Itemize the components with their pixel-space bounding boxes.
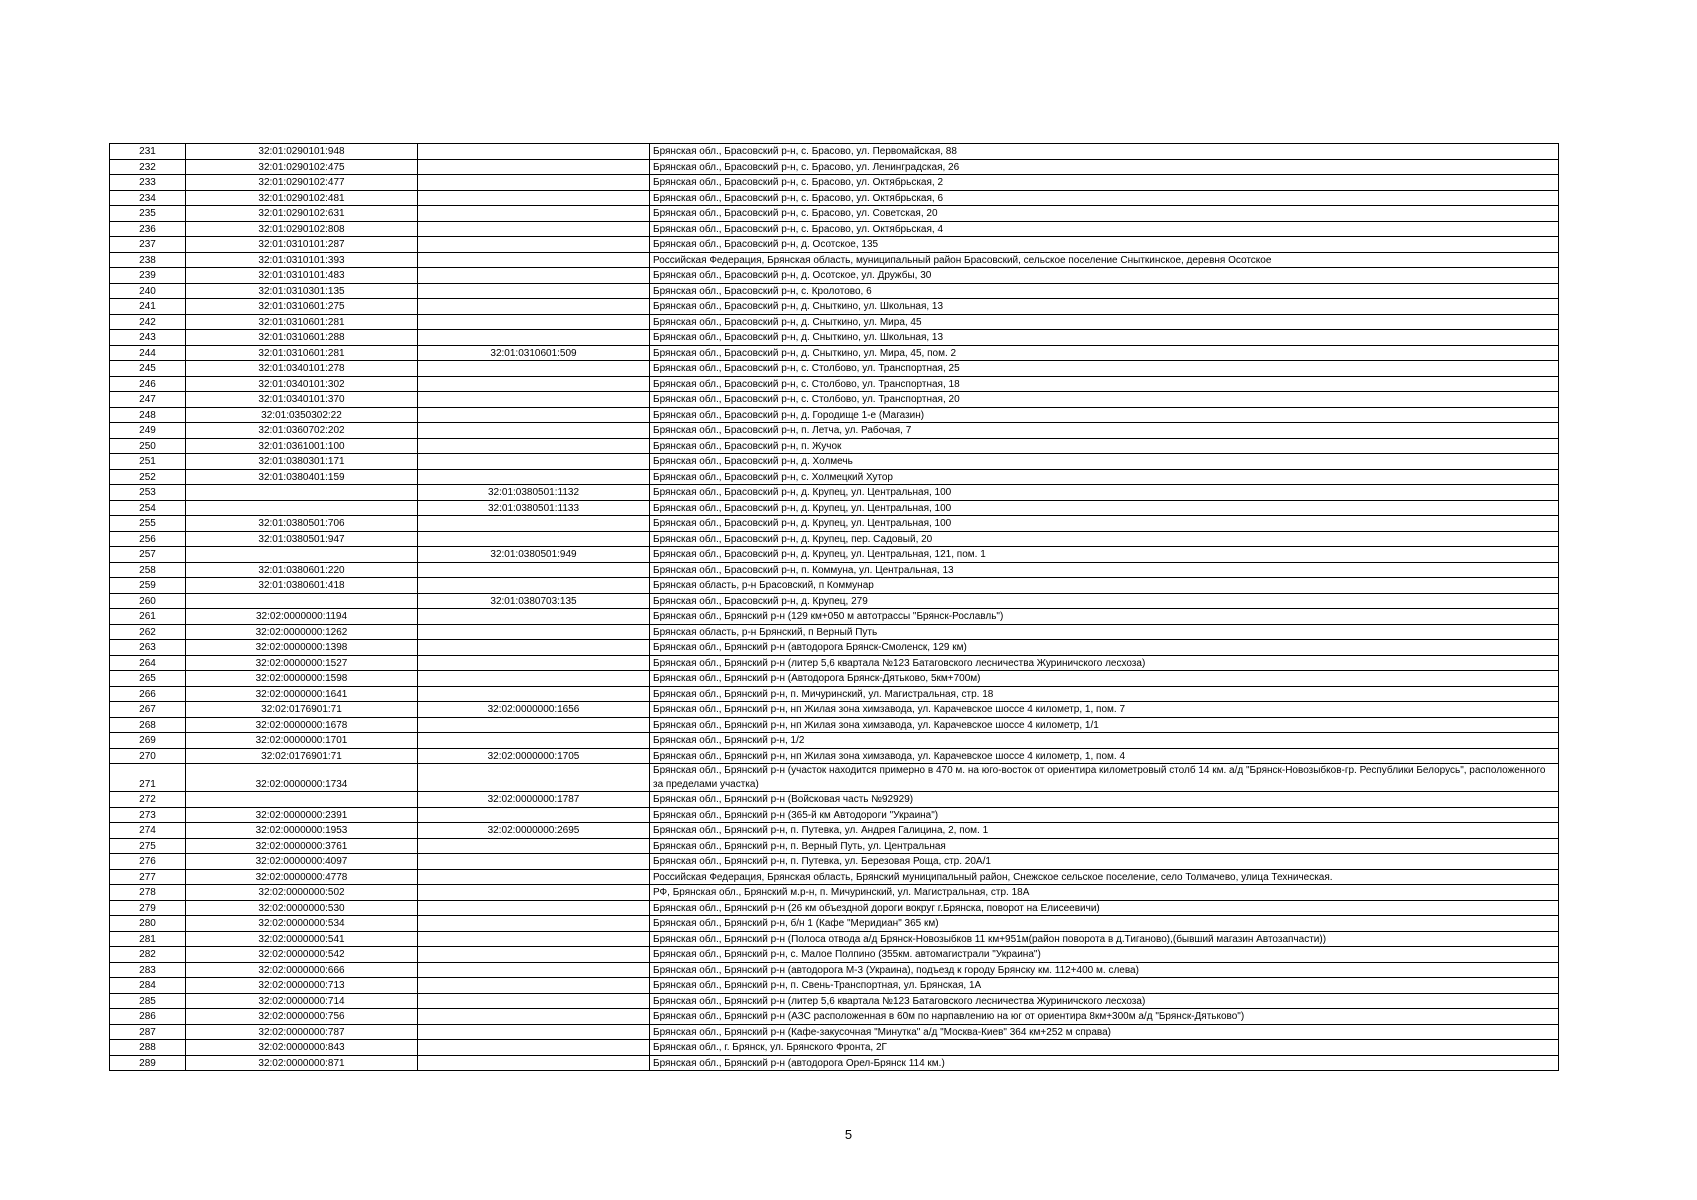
cadastral-number-cell: 32:01:0380601:220 [186, 562, 418, 578]
cadastral-number-cell: 32:01:0340101:302 [186, 376, 418, 392]
table-row [110, 562, 1559, 578]
row-number-cell: 238 [110, 252, 186, 268]
secondary-cadastral-number-cell [418, 807, 650, 823]
row-number-cell: 260 [110, 593, 186, 609]
address-cell: Брянская обл., Брянский р-н (Автодорога Брянск-Дятьково, 5км+700м) [650, 671, 1559, 687]
row-number-cell: 236 [110, 221, 186, 237]
row-number-cell: 256 [110, 531, 186, 547]
cadastral-number-cell: 32:01:0380401:159 [186, 469, 418, 485]
table-row [110, 299, 1559, 315]
address-cell: Брянская обл., Брасовский р-н, д. Крупец, ул. Центральная, 121, пом. 1 [650, 547, 1559, 563]
cadastral-number-cell: 32:02:0000000:1262 [186, 624, 418, 640]
row-number-cell: 261 [110, 609, 186, 625]
table-row [110, 283, 1559, 299]
cadastral-number-cell: 32:02:0000000:1598 [186, 671, 418, 687]
table-row [110, 702, 1559, 718]
address-cell: Брянская обл., Брасовский р-н, с. Холмецкий Хутор [650, 469, 1559, 485]
secondary-cadastral-number-cell [418, 299, 650, 315]
table-row [110, 733, 1559, 749]
address-cell: Брянская обл., Брасовский р-н, с. Брасово, ул. Первомайская, 88 [650, 144, 1559, 160]
cadastral-number-cell [186, 500, 418, 516]
row-number-cell: 231 [110, 144, 186, 160]
cadastral-number-cell [186, 593, 418, 609]
cadastral-number-cell: 32:01:0290102:631 [186, 206, 418, 222]
table-row [110, 376, 1559, 392]
row-number-cell: 277 [110, 869, 186, 885]
address-cell: Брянская обл., Брасовский р-н, с. Брасово, ул. Октябрьская, 2 [650, 175, 1559, 191]
row-number-cell: 237 [110, 237, 186, 253]
table-row [110, 947, 1559, 963]
cadastral-number-cell: 32:01:0380301:171 [186, 454, 418, 470]
secondary-cadastral-number-cell [418, 717, 650, 733]
address-cell: Брянская обл., Брасовский р-н, с. Столбово, ул. Транспортная, 18 [650, 376, 1559, 392]
secondary-cadastral-number-cell [418, 609, 650, 625]
table-row [110, 361, 1559, 377]
table-row [110, 438, 1559, 454]
address-cell: Брянская обл., Брасовский р-н, д. Сныткино, ул. Мира, 45 [650, 314, 1559, 330]
row-number-cell: 288 [110, 1040, 186, 1056]
address-cell: Брянская обл., Брасовский р-н, д. Осотское, ул. Дружбы, 30 [650, 268, 1559, 284]
table-row [110, 268, 1559, 284]
row-number-cell: 250 [110, 438, 186, 454]
address-cell: Брянская обл., Брасовский р-н, п. Коммуна, ул. Центральная, 13 [650, 562, 1559, 578]
table-row [110, 190, 1559, 206]
address-cell: Брянская обл., Брянский р-н (Полоса отвода а/д Брянск-Новозыбков 11 км+951м(район поворота в д.Тиганово),(бывший магазин Автозапчасти)) [650, 931, 1559, 947]
table-row [110, 314, 1559, 330]
table-row [110, 1009, 1559, 1025]
address-cell: Брянская обл., Брасовский р-н, д. Сныткино, ул. Мира, 45, пом. 2 [650, 345, 1559, 361]
table-row [110, 345, 1559, 361]
secondary-cadastral-number-cell: 32:02:0000000:2695 [418, 823, 650, 839]
cadastral-number-cell: 32:01:0310101:483 [186, 268, 418, 284]
table-row [110, 764, 1559, 792]
cadastral-number-cell: 32:02:0000000:1398 [186, 640, 418, 656]
address-cell: Брянская обл., Брасовский р-н, с. Брасово, ул. Октябрьская, 4 [650, 221, 1559, 237]
row-number-cell: 280 [110, 916, 186, 932]
secondary-cadastral-number-cell [418, 516, 650, 532]
secondary-cadastral-number-cell: 32:01:0380501:1133 [418, 500, 650, 516]
table-row [110, 144, 1559, 160]
address-cell: Брянская область, р-н Брянский, п Верный Путь [650, 624, 1559, 640]
secondary-cadastral-number-cell [418, 885, 650, 901]
cadastral-number-cell: 32:01:0290102:475 [186, 159, 418, 175]
address-cell: Брянская обл., Брянский р-н, п. Свень-Транспортная, ул. Брянская, 1А [650, 978, 1559, 994]
secondary-cadastral-number-cell: 32:01:0310601:509 [418, 345, 650, 361]
cadastral-number-cell: 32:01:0310301:135 [186, 283, 418, 299]
cadastral-number-cell: 32:02:0000000:4097 [186, 854, 418, 870]
address-cell: Брянская обл., Брянский р-н, п. Верный Путь, ул. Центральная [650, 838, 1559, 854]
table-row [110, 993, 1559, 1009]
table-row [110, 330, 1559, 346]
secondary-cadastral-number-cell [418, 900, 650, 916]
address-cell: Брянская обл., Брянский р-н (литер 5,6 квартала №123 Батаговского лесничества Журиничского лесхоза) [650, 655, 1559, 671]
table-row [110, 531, 1559, 547]
address-cell: Российская Федерация, Брянская область, муниципальный район Брасовский, сельское поселение Сныткинское, деревня Осотское [650, 252, 1559, 268]
table-row [110, 931, 1559, 947]
address-cell: Брянская обл., Брянский р-н (автодорога Орел-Брянск 114 км.) [650, 1055, 1559, 1071]
cadastral-number-cell: 32:02:0000000:666 [186, 962, 418, 978]
cadastral-table-body [110, 144, 1559, 1071]
cadastral-number-cell: 32:02:0000000:714 [186, 993, 418, 1009]
address-cell: Брянская обл., Брасовский р-н, д. Крупец, ул. Центральная, 100 [650, 500, 1559, 516]
row-number-cell: 271 [110, 764, 186, 792]
secondary-cadastral-number-cell [418, 1055, 650, 1071]
address-cell: Брянская обл., Брасовский р-н, д. Крупец, пер. Садовый, 20 [650, 531, 1559, 547]
row-number-cell: 235 [110, 206, 186, 222]
address-cell: Брянская обл., Брасовский р-н, п. Летча, ул. Рабочая, 7 [650, 423, 1559, 439]
cadastral-number-cell: 32:01:0290101:948 [186, 144, 418, 160]
row-number-cell: 233 [110, 175, 186, 191]
address-cell: Российская Федерация, Брянская область, Брянский муниципальный район, Снежское сельское поселение, село Толмачево, улица Техническая. [650, 869, 1559, 885]
cadastral-table [109, 143, 1559, 1071]
table-row [110, 1024, 1559, 1040]
table-row [110, 686, 1559, 702]
address-cell: Брянская обл., Брасовский р-н, д. Городище 1-е (Магазин) [650, 407, 1559, 423]
cadastral-number-cell: 32:02:0000000:3761 [186, 838, 418, 854]
cadastral-number-cell: 32:02:0000000:1527 [186, 655, 418, 671]
cadastral-number-cell: 32:01:0290102:481 [186, 190, 418, 206]
secondary-cadastral-number-cell [418, 531, 650, 547]
row-number-cell: 284 [110, 978, 186, 994]
table-row [110, 869, 1559, 885]
secondary-cadastral-number-cell [418, 221, 650, 237]
address-cell: Брянская обл., Брянский р-н (129 км+050 м автотрассы "Брянск-Рославль") [650, 609, 1559, 625]
cadastral-number-cell: 32:01:0380501:947 [186, 531, 418, 547]
secondary-cadastral-number-cell [418, 931, 650, 947]
address-cell: Брянская обл., Брянский р-н, нп Жилая зона химзавода, ул. Карачевское шоссе 4 километр, 1/1 [650, 717, 1559, 733]
address-cell: Брянская обл., г. Брянск, ул. Брянского Фронта, 2Г [650, 1040, 1559, 1056]
secondary-cadastral-number-cell: 32:01:0380501:1132 [418, 485, 650, 501]
address-cell: Брянская обл., Брасовский р-н, д. Крупец, ул. Центральная, 100 [650, 485, 1559, 501]
table-row [110, 454, 1559, 470]
address-cell: Брянская обл., Брасовский р-н, д. Сныткино, ул. Школьная, 13 [650, 330, 1559, 346]
table-row [110, 823, 1559, 839]
secondary-cadastral-number-cell [418, 314, 650, 330]
address-cell: Брянская обл., Брасовский р-н, с. Брасово, ул. Советская, 20 [650, 206, 1559, 222]
row-number-cell: 245 [110, 361, 186, 377]
row-number-cell: 279 [110, 900, 186, 916]
secondary-cadastral-number-cell [418, 361, 650, 377]
row-number-cell: 255 [110, 516, 186, 532]
cadastral-number-cell: 32:02:0000000:1641 [186, 686, 418, 702]
secondary-cadastral-number-cell [418, 854, 650, 870]
table-row [110, 159, 1559, 175]
cadastral-number-cell: 32:02:0000000:2391 [186, 807, 418, 823]
secondary-cadastral-number-cell [418, 671, 650, 687]
row-number-cell: 267 [110, 702, 186, 718]
table-row [110, 206, 1559, 222]
address-cell: Брянская обл., Брасовский р-н, с. Кролотово, 6 [650, 283, 1559, 299]
table-row [110, 838, 1559, 854]
table-row [110, 640, 1559, 656]
row-number-cell: 275 [110, 838, 186, 854]
secondary-cadastral-number-cell [418, 237, 650, 253]
table-row [110, 624, 1559, 640]
address-cell: Брянская обл., Брасовский р-н, с. Столбово, ул. Транспортная, 25 [650, 361, 1559, 377]
row-number-cell: 287 [110, 1024, 186, 1040]
cadastral-number-cell: 32:01:0310601:275 [186, 299, 418, 315]
address-cell: Брянская обл., Брянский р-н (Войсковая часть №92929) [650, 792, 1559, 808]
secondary-cadastral-number-cell [418, 283, 650, 299]
secondary-cadastral-number-cell: 32:02:0000000:1705 [418, 748, 650, 764]
table-row [110, 516, 1559, 532]
table-row [110, 854, 1559, 870]
table-row [110, 671, 1559, 687]
cadastral-number-cell: 32:02:0176901:71 [186, 702, 418, 718]
secondary-cadastral-number-cell [418, 144, 650, 160]
secondary-cadastral-number-cell [418, 733, 650, 749]
address-cell: Брянская обл., Брянский р-н (автодорога Брянск-Смоленск, 129 км) [650, 640, 1559, 656]
secondary-cadastral-number-cell [418, 993, 650, 1009]
address-cell: Брянская обл., Брянский р-н (Кафе-закусочная "Минутка" а/д "Москва-Киев" 364 км+252 м справа) [650, 1024, 1559, 1040]
row-number-cell: 244 [110, 345, 186, 361]
table-row [110, 885, 1559, 901]
address-cell: Брянская обл., Брянский р-н (литер 5,6 квартала №123 Батаговского лесничества Журиничского лесхоза) [650, 993, 1559, 1009]
secondary-cadastral-number-cell [418, 268, 650, 284]
secondary-cadastral-number-cell [418, 624, 650, 640]
row-number-cell: 253 [110, 485, 186, 501]
secondary-cadastral-number-cell: 32:02:0000000:1656 [418, 702, 650, 718]
cadastral-number-cell: 32:02:0000000:843 [186, 1040, 418, 1056]
row-number-cell: 286 [110, 1009, 186, 1025]
address-cell: Брянская обл., Брянский р-н (365-й км Автодороги "Украина") [650, 807, 1559, 823]
cadastral-number-cell: 32:01:0290102:477 [186, 175, 418, 191]
cadastral-number-cell: 32:02:0000000:787 [186, 1024, 418, 1040]
secondary-cadastral-number-cell [418, 655, 650, 671]
secondary-cadastral-number-cell [418, 252, 650, 268]
table-row [110, 500, 1559, 516]
table-row [110, 792, 1559, 808]
row-number-cell: 241 [110, 299, 186, 315]
table-row [110, 807, 1559, 823]
cadastral-number-cell: 32:02:0000000:1194 [186, 609, 418, 625]
address-cell: Брянская обл., Брасовский р-н, д. Крупец, 279 [650, 593, 1559, 609]
table-row [110, 407, 1559, 423]
address-cell: Брянская обл., Брянский р-н, с. Малое Полпино (355км. автомагистрали "Украина") [650, 947, 1559, 963]
secondary-cadastral-number-cell [418, 640, 650, 656]
address-cell: Брянская обл., Брянский р-н (автодорога М-3 (Украина), подъезд к городу Брянску км. 112+400 м. слева) [650, 962, 1559, 978]
secondary-cadastral-number-cell [418, 159, 650, 175]
cadastral-number-cell: 32:01:0380601:418 [186, 578, 418, 594]
address-cell: Брянская обл., Брянский р-н (участок находится примерно в 470 м. на юго-восток от ориентира километровый столб 14 км. а/д "Брянск-Новозыбков-гр. Республики Белорусь", расположенного за пределами участка) [650, 764, 1559, 792]
address-cell: РФ, Брянская обл., Брянский м.р-н, п. Мичуринский, ул. Магистральная, стр. 18А [650, 885, 1559, 901]
secondary-cadastral-number-cell [418, 376, 650, 392]
secondary-cadastral-number-cell [418, 190, 650, 206]
cadastral-number-cell: 32:02:0000000:756 [186, 1009, 418, 1025]
row-number-cell: 268 [110, 717, 186, 733]
address-cell: Брянская обл., Брасовский р-н, д. Осотское, 135 [650, 237, 1559, 253]
cadastral-number-cell: 32:02:0000000:4778 [186, 869, 418, 885]
secondary-cadastral-number-cell [418, 1040, 650, 1056]
table-row [110, 1040, 1559, 1056]
secondary-cadastral-number-cell [418, 392, 650, 408]
row-number-cell: 232 [110, 159, 186, 175]
secondary-cadastral-number-cell [418, 562, 650, 578]
cadastral-number-cell: 32:01:0361001:100 [186, 438, 418, 454]
address-cell: Брянская обл., Брасовский р-н, д. Сныткино, ул. Школьная, 13 [650, 299, 1559, 315]
row-number-cell: 285 [110, 993, 186, 1009]
table-row [110, 748, 1559, 764]
row-number-cell: 252 [110, 469, 186, 485]
address-cell: Брянская обл., Брасовский р-н, д. Холмечь [650, 454, 1559, 470]
cadastral-number-cell: 32:01:0380501:706 [186, 516, 418, 532]
row-number-cell: 283 [110, 962, 186, 978]
cadastral-number-cell: 32:02:0000000:542 [186, 947, 418, 963]
row-number-cell: 248 [110, 407, 186, 423]
address-cell: Брянская обл., Брасовский р-н, с. Брасово, ул. Ленинградская, 26 [650, 159, 1559, 175]
row-number-cell: 259 [110, 578, 186, 594]
cadastral-number-cell [186, 547, 418, 563]
table-row [110, 1055, 1559, 1071]
cadastral-number-cell: 32:02:0000000:1734 [186, 764, 418, 792]
cadastral-number-cell: 32:02:0000000:1678 [186, 717, 418, 733]
row-number-cell: 266 [110, 686, 186, 702]
secondary-cadastral-number-cell [418, 469, 650, 485]
table-row [110, 978, 1559, 994]
cadastral-number-cell: 32:02:0000000:1701 [186, 733, 418, 749]
address-cell: Брянская обл., Брянский р-н (АЗС расположенная в 60м по нарпавлению на юг от ориентира 8км+300м а/д "Брянск-Дятьково") [650, 1009, 1559, 1025]
secondary-cadastral-number-cell [418, 686, 650, 702]
address-cell: Брянская обл., Брасовский р-н, д. Крупец, ул. Центральная, 100 [650, 516, 1559, 532]
secondary-cadastral-number-cell [418, 947, 650, 963]
table-row [110, 237, 1559, 253]
address-cell: Брянская область, р-н Брасовский, п Коммунар [650, 578, 1559, 594]
cadastral-number-cell: 32:02:0000000:713 [186, 978, 418, 994]
cadastral-number-cell: 32:01:0310601:281 [186, 314, 418, 330]
cadastral-number-cell: 32:01:0310101:393 [186, 252, 418, 268]
secondary-cadastral-number-cell: 32:01:0380501:949 [418, 547, 650, 563]
cadastral-number-cell: 32:01:0340101:370 [186, 392, 418, 408]
table-row [110, 593, 1559, 609]
row-number-cell: 270 [110, 748, 186, 764]
secondary-cadastral-number-cell [418, 423, 650, 439]
address-cell: Брянская обл., Брасовский р-н, с. Столбово, ул. Транспортная, 20 [650, 392, 1559, 408]
row-number-cell: 265 [110, 671, 186, 687]
row-number-cell: 247 [110, 392, 186, 408]
row-number-cell: 257 [110, 547, 186, 563]
table-row [110, 252, 1559, 268]
secondary-cadastral-number-cell [418, 578, 650, 594]
address-cell: Брянская обл., Брянский р-н, нп Жилая зона химзавода, ул. Карачевское шоссе 4 километр, 1, пом. 4 [650, 748, 1559, 764]
cadastral-number-cell: 32:01:0310601:288 [186, 330, 418, 346]
address-cell: Брянская обл., Брянский р-н, п. Путевка, ул. Березовая Роща, стр. 20А/1 [650, 854, 1559, 870]
cadastral-number-cell: 32:01:0310101:287 [186, 237, 418, 253]
row-number-cell: 240 [110, 283, 186, 299]
address-cell: Брянская обл., Брянский р-н, б/н 1 (Кафе "Меридиан" 365 км) [650, 916, 1559, 932]
row-number-cell: 272 [110, 792, 186, 808]
row-number-cell: 249 [110, 423, 186, 439]
address-cell: Брянская обл., Брянский р-н (26 км объездной дороги вокруг г.Брянска, поворот на Елисеевичи) [650, 900, 1559, 916]
secondary-cadastral-number-cell [418, 869, 650, 885]
table-row [110, 916, 1559, 932]
secondary-cadastral-number-cell [418, 407, 650, 423]
secondary-cadastral-number-cell [418, 764, 650, 792]
cadastral-number-cell: 32:02:0176901:71 [186, 748, 418, 764]
cadastral-number-cell: 32:02:0000000:541 [186, 931, 418, 947]
row-number-cell: 254 [110, 500, 186, 516]
cadastral-number-cell: 32:01:0340101:278 [186, 361, 418, 377]
address-cell: Брянская обл., Брасовский р-н, п. Жучок [650, 438, 1559, 454]
table-row [110, 609, 1559, 625]
row-number-cell: 262 [110, 624, 186, 640]
table-row [110, 962, 1559, 978]
secondary-cadastral-number-cell: 32:02:0000000:1787 [418, 792, 650, 808]
secondary-cadastral-number-cell [418, 438, 650, 454]
table-row [110, 717, 1559, 733]
row-number-cell: 276 [110, 854, 186, 870]
table-row [110, 900, 1559, 916]
secondary-cadastral-number-cell: 32:01:0380703:135 [418, 593, 650, 609]
table-row [110, 221, 1559, 237]
row-number-cell: 274 [110, 823, 186, 839]
table-row [110, 469, 1559, 485]
table-row [110, 392, 1559, 408]
cadastral-number-cell: 32:02:0000000:534 [186, 916, 418, 932]
cadastral-number-cell: 32:02:0000000:530 [186, 900, 418, 916]
table-row [110, 485, 1559, 501]
row-number-cell: 239 [110, 268, 186, 284]
row-number-cell: 278 [110, 885, 186, 901]
row-number-cell: 282 [110, 947, 186, 963]
row-number-cell: 243 [110, 330, 186, 346]
cadastral-number-cell: 32:02:0000000:1953 [186, 823, 418, 839]
cadastral-number-cell [186, 485, 418, 501]
row-number-cell: 246 [110, 376, 186, 392]
page-number: 5 [844, 1127, 853, 1142]
cadastral-number-cell: 32:02:0000000:871 [186, 1055, 418, 1071]
address-cell: Брянская обл., Брянский р-н, 1/2 [650, 733, 1559, 749]
row-number-cell: 289 [110, 1055, 186, 1071]
secondary-cadastral-number-cell [418, 1009, 650, 1025]
cadastral-number-cell: 32:02:0000000:502 [186, 885, 418, 901]
row-number-cell: 273 [110, 807, 186, 823]
row-number-cell: 258 [110, 562, 186, 578]
cadastral-number-cell: 32:01:0290102:808 [186, 221, 418, 237]
secondary-cadastral-number-cell [418, 206, 650, 222]
row-number-cell: 242 [110, 314, 186, 330]
address-cell: Брянская обл., Брянский р-н, п. Мичуринский, ул. Магистральная, стр. 18 [650, 686, 1559, 702]
table-row [110, 423, 1559, 439]
row-number-cell: 234 [110, 190, 186, 206]
secondary-cadastral-number-cell [418, 330, 650, 346]
secondary-cadastral-number-cell [418, 454, 650, 470]
secondary-cadastral-number-cell [418, 962, 650, 978]
secondary-cadastral-number-cell [418, 838, 650, 854]
row-number-cell: 263 [110, 640, 186, 656]
table-row [110, 547, 1559, 563]
secondary-cadastral-number-cell [418, 1024, 650, 1040]
row-number-cell: 264 [110, 655, 186, 671]
address-cell: Брянская обл., Брянский р-н, п. Путевка, ул. Андрея Галицина, 2, пом. 1 [650, 823, 1559, 839]
row-number-cell: 269 [110, 733, 186, 749]
secondary-cadastral-number-cell [418, 916, 650, 932]
address-cell: Брянская обл., Брянский р-н, нп Жилая зона химзавода, ул. Карачевское шоссе 4 километр, 1, пом. 7 [650, 702, 1559, 718]
cadastral-number-cell: 32:01:0350302:22 [186, 407, 418, 423]
cadastral-number-cell [186, 792, 418, 808]
cadastral-number-cell: 32:01:0360702:202 [186, 423, 418, 439]
table-row [110, 175, 1559, 191]
secondary-cadastral-number-cell [418, 978, 650, 994]
row-number-cell: 281 [110, 931, 186, 947]
cadastral-number-cell: 32:01:0310601:281 [186, 345, 418, 361]
secondary-cadastral-number-cell [418, 175, 650, 191]
table-row [110, 655, 1559, 671]
table-row [110, 578, 1559, 594]
row-number-cell: 251 [110, 454, 186, 470]
address-cell: Брянская обл., Брасовский р-н, с. Брасово, ул. Октябрьская, 6 [650, 190, 1559, 206]
